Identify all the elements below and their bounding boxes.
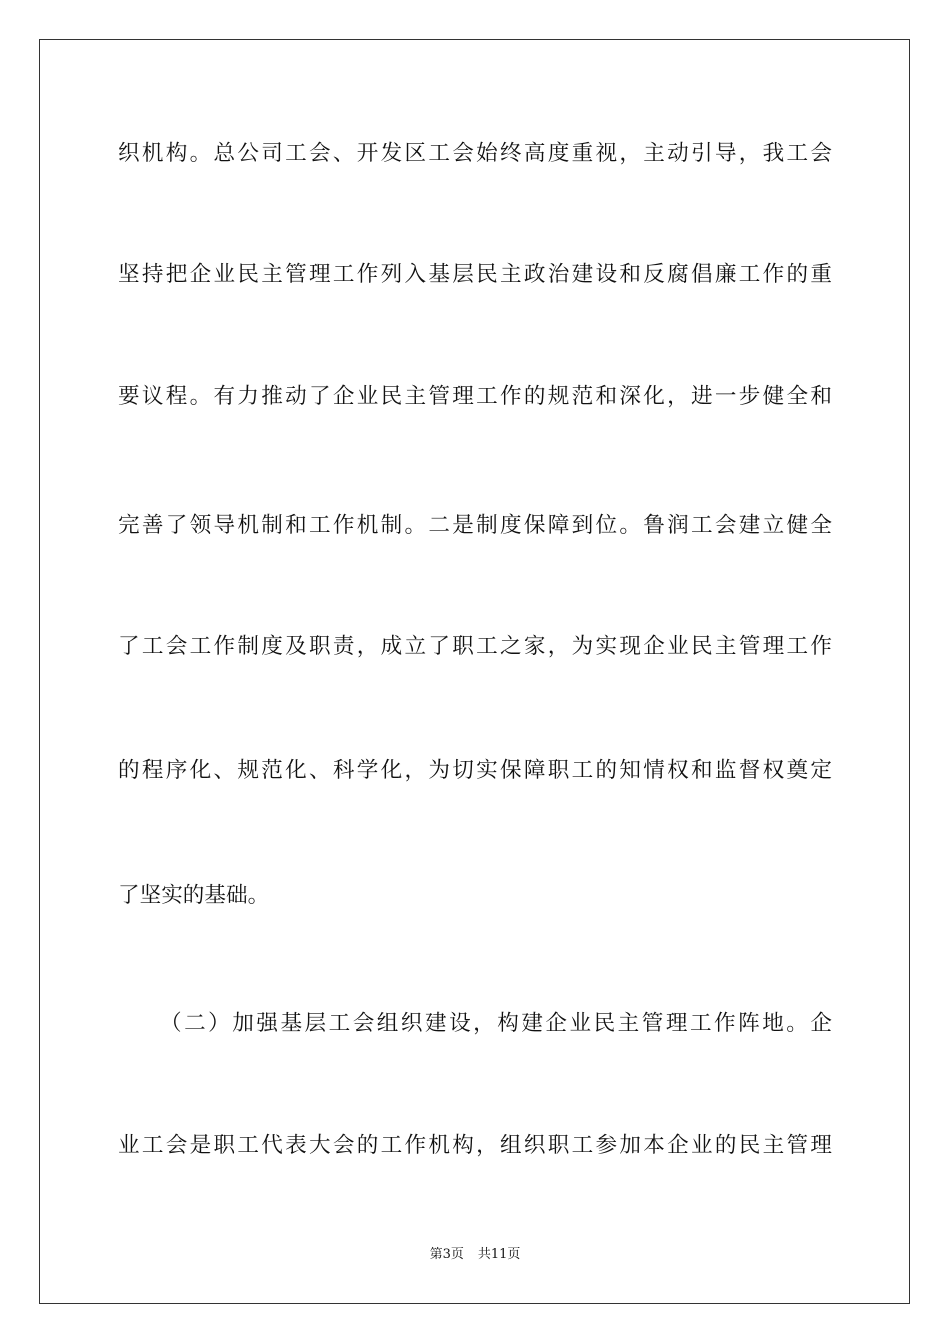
paragraph-line-5: 了工会工作制度及职责，成立了职工之家，为实现企业民主管理工作 (118, 634, 832, 659)
page-number: 第3页 (429, 1247, 464, 1262)
paragraph-line-1: 织机构。总公司工会、开发区工会始终高度重视，主动引导，我工会 (118, 141, 832, 166)
paragraph-line-7: 了坚实的基础。 (118, 883, 270, 908)
paragraph-line-2: 坚持把企业民主管理工作列入基层民主政治建设和反腐倡廉工作的重 (118, 262, 832, 287)
paragraph-2-line-1: （二）加强基层工会组织建设，构建企业民主管理工作阵地。企 (160, 1011, 832, 1036)
page-footer (0, 1246, 950, 1264)
page-border (39, 39, 910, 1304)
paragraph-line-4: 完善了领导机制和工作机制。二是制度保障到位。鲁润工会建立健全 (118, 513, 832, 538)
paragraph-line-6: 的程序化、规范化、科学化，为切实保障职工的知情权和监督权奠定 (118, 758, 832, 783)
paragraph-2-line-2: 业工会是职工代表大会的工作机构，组织职工参加本企业的民主管理 (118, 1133, 832, 1158)
paragraph-line-3: 要议程。有力推动了企业民主管理工作的规范和深化，进一步健全和 (118, 384, 832, 409)
total-pages: 共11页 (477, 1247, 521, 1262)
